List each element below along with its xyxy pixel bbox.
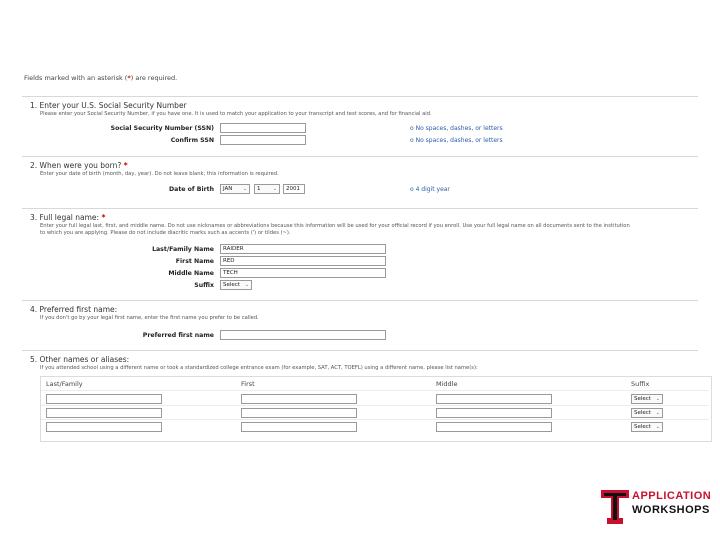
confirm-ssn-input[interactable]: [220, 135, 306, 145]
dob-day-select[interactable]: [254, 184, 280, 194]
first-name-input[interactable]: RED: [220, 256, 386, 266]
preferred-name-section-title: 4. Preferred first name:: [30, 305, 118, 314]
table-row-divider: [41, 390, 709, 391]
other-middle-input-1[interactable]: [436, 394, 552, 404]
suffix-value: Select: [634, 396, 651, 402]
ssn-section-description: Please enter your Social Security Number, if you have one. It is used to match your application to your transcript and test scores, and for financial aid.: [40, 111, 432, 117]
chevron-down-icon: ⌄: [655, 424, 660, 430]
other-suffix-select-3[interactable]: [631, 422, 663, 432]
confirm-ssn-hint: o No spaces, dashes, or letters: [410, 137, 503, 144]
dob-month-value: JAN: [223, 186, 233, 192]
chevron-down-icon: ⌄: [242, 186, 247, 192]
ssn-section-title: 1. Enter your U.S. Social Security Number: [30, 101, 187, 110]
other-suffix-select-2[interactable]: [631, 408, 663, 418]
logo-line-2: WORKSHOPS: [632, 504, 710, 516]
other-last-input-2[interactable]: [46, 408, 162, 418]
dob-year-input[interactable]: 2001: [283, 184, 305, 194]
middle-name-label: Middle Name: [168, 270, 214, 277]
dob-title-text: 2. When were you born?: [30, 161, 122, 170]
dob-required-asterisk: *: [123, 161, 128, 170]
logo-line-1: APPLICATION: [632, 490, 712, 502]
table-row-divider: [41, 405, 709, 406]
column-header-middle: Middle: [436, 380, 458, 388]
required-note-before: Fields marked with an asterisk (: [24, 74, 128, 82]
ssn-label: Social Security Number (SSN): [110, 125, 214, 132]
other-middle-input-2[interactable]: [436, 408, 552, 418]
dob-day-value: 1: [257, 186, 261, 192]
table-row-divider: [41, 419, 709, 420]
ssn-input[interactable]: [220, 123, 306, 133]
suffix-value: Select: [223, 282, 240, 288]
required-note-after: ) are required.: [130, 74, 178, 82]
ssn-hint: o No spaces, dashes, or letters: [410, 125, 503, 132]
suffix-select[interactable]: [220, 280, 252, 290]
dob-section-description: Enter your date of birth (month, day, year). Do not leave blank; this information is required.: [40, 171, 279, 177]
legal-name-section-title: [30, 213, 105, 222]
other-first-input-3[interactable]: [241, 422, 357, 432]
other-names-section-title: 5. Other names or aliases:: [30, 355, 130, 364]
column-header-last: Last/Family: [46, 380, 83, 388]
preferred-name-description: If you don't go by your legal first name, enter the first name you prefer to be called.: [40, 315, 259, 321]
first-name-label: First Name: [175, 258, 214, 265]
suffix-value: Select: [634, 424, 651, 430]
required-asterisk: *: [127, 74, 131, 82]
legal-name-description-line1: Enter your full legal last, first, and middle name. Do not use nicknames or abbreviations because this information will be used for your official record if you enroll. Use your full legal name on all documents sent to the institution: [40, 223, 630, 229]
column-header-suffix: Suffix: [631, 380, 650, 388]
middle-name-input[interactable]: TECH: [220, 268, 386, 278]
other-first-input-2[interactable]: [241, 408, 357, 418]
dob-section: [22, 156, 698, 207]
double-t-logo-icon: [601, 490, 629, 524]
dob-year-hint: o 4 digit year: [410, 186, 450, 193]
last-name-label: Last/Family Name: [152, 246, 214, 253]
dob-section-title: [30, 161, 128, 170]
confirm-ssn-label: Confirm SSN: [170, 137, 214, 144]
chevron-down-icon: ⌄: [655, 396, 660, 402]
legal-name-required-asterisk: *: [101, 213, 106, 222]
other-last-input-1[interactable]: [46, 394, 162, 404]
preferred-name-input[interactable]: [220, 330, 386, 340]
legal-name-title-text: 3. Full legal name:: [30, 213, 100, 222]
other-suffix-select-1[interactable]: [631, 394, 663, 404]
other-last-input-3[interactable]: [46, 422, 162, 432]
legal-name-description-line2: to which you are applying. Please do not include diacritic marks such as accents (') or tildes (~).: [40, 230, 291, 236]
suffix-value: Select: [634, 410, 651, 416]
dob-label: Date of Birth: [169, 186, 214, 193]
column-header-first: First: [241, 380, 255, 388]
other-first-input-1[interactable]: [241, 394, 357, 404]
suffix-label: Suffix: [194, 282, 214, 289]
preferred-name-section: [22, 300, 698, 349]
last-name-input[interactable]: RAIDER: [220, 244, 386, 254]
chevron-down-icon: ⌄: [244, 282, 249, 288]
other-names-description: If you attended school using a different name or took a standardized college entrance exam (for example, SAT, ACT, TOEFL) using a different name, please list name(s):: [40, 365, 478, 371]
required-fields-note: [24, 74, 177, 82]
other-names-section: [22, 350, 698, 375]
dob-month-select[interactable]: [220, 184, 250, 194]
preferred-name-label: Preferred first name: [142, 332, 214, 339]
other-middle-input-3[interactable]: [436, 422, 552, 432]
chevron-down-icon: ⌄: [655, 410, 660, 416]
chevron-down-icon: ⌄: [272, 186, 277, 192]
